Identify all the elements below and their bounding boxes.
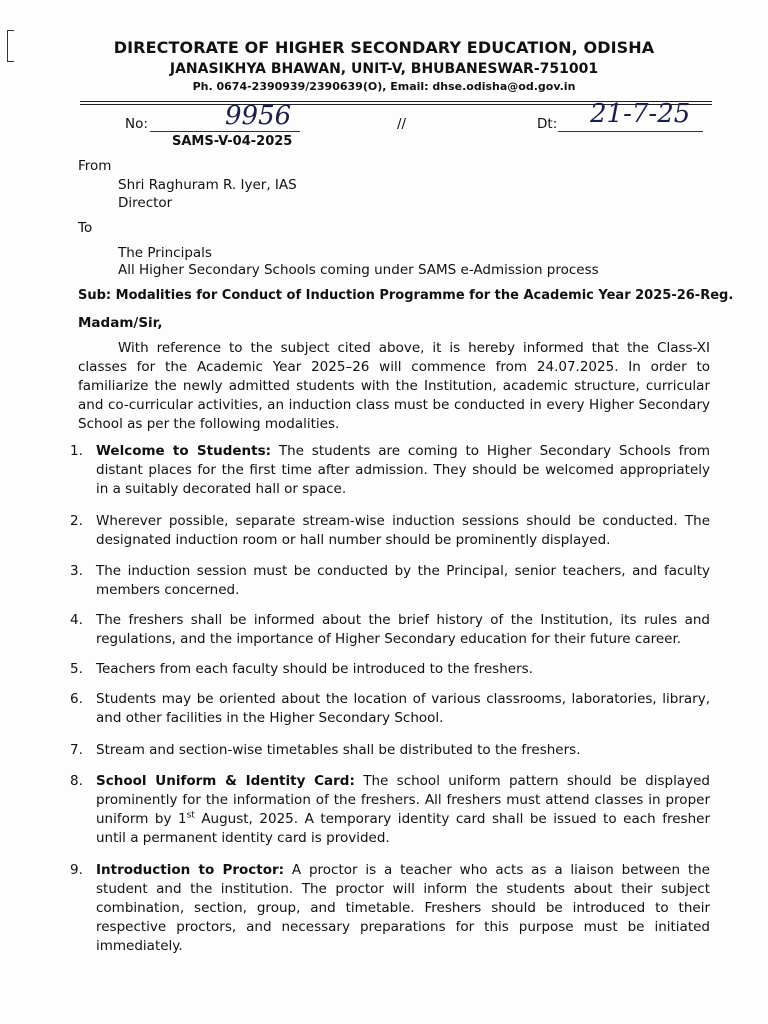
ref-no-underline bbox=[150, 131, 300, 132]
recipient-line-1: The Principals bbox=[118, 245, 212, 261]
ref-separator: // bbox=[397, 116, 407, 132]
item-text: The freshers shall be informed about the brief history of the Institution, its rules and regulations, and the importance of Higher Secondary education for their future career. bbox=[96, 612, 710, 647]
item-text: The induction session must be conducted by the Principal, senior teachers, and faculty members concerned. bbox=[96, 563, 710, 598]
recipient-line-2: All Higher Secondary Schools coming under SAMS e-Admission process bbox=[118, 262, 599, 278]
item-number: 7. bbox=[70, 742, 83, 758]
date-underline bbox=[558, 131, 703, 132]
item-heading: School Uniform & Identity Card: bbox=[96, 773, 355, 789]
letterhead-address: JANASIKHYA BHAWAN, UNIT-V, BHUBANESWAR-751001 bbox=[169, 61, 599, 77]
date-handwritten: 21-7-25 bbox=[590, 99, 691, 129]
item-number: 5. bbox=[70, 661, 83, 677]
salutation: Madam/Sir, bbox=[78, 315, 163, 331]
item-number: 3. bbox=[70, 563, 83, 579]
ref-no-label: No: bbox=[125, 116, 148, 132]
item-number: 8. bbox=[70, 773, 83, 789]
item-number: 6. bbox=[70, 691, 83, 707]
letterhead-contact: Ph. 0674-2390939/2390639(O), Email: dhse.odisha@od.gov.in bbox=[192, 80, 576, 93]
item-text: Introduction to Proctor: A proctor is a teacher who acts as a liaison between the student and the institution. The proctor will inform the students about their subject combination, section, group, and timetable. Freshers should be introduced to their respective proctors, and necessary preparations for this purpose must be initiated immediately. bbox=[96, 862, 710, 954]
item-heading: Introduction to Proctor: bbox=[96, 862, 285, 878]
ref-no-handwritten: 9956 bbox=[225, 101, 292, 131]
subject-line: Sub: Modalities for Conduct of Induction Programme for the Academic Year 2025-26-Reg. bbox=[78, 288, 734, 303]
letterhead-org: DIRECTORATE OF HIGHER SECONDARY EDUCATION, ODISHA bbox=[113, 38, 655, 57]
item-text: Wherever possible, separate stream-wise induction sessions should be conducted. The designated induction room or hall number should be prominently displayed. bbox=[96, 513, 710, 548]
date-label: Dt: bbox=[537, 116, 558, 132]
item-number: 4. bbox=[70, 612, 83, 628]
to-label: To bbox=[78, 220, 93, 236]
intro-paragraph: With reference to the subject cited above, it is hereby informed that the Class-XI classes for the Academic Year 2025–26 will commence from 24.07.2025. In order to familiarize the newly admitted students with the Institution, academic structure, curricular and co-curricular activities, an induction class must be conducted in every Higher Secondary School as per the following modalities. bbox=[78, 340, 710, 432]
item-text: Teachers from each faculty should be introduced to the freshers. bbox=[96, 661, 533, 677]
sender-designation: Director bbox=[118, 195, 173, 211]
item-heading: Welcome to Students: bbox=[96, 443, 272, 459]
from-label: From bbox=[78, 158, 112, 174]
sender-name: Shri Raghuram R. Iyer, IAS bbox=[118, 177, 297, 193]
letter-code: SAMS-V-04-2025 bbox=[172, 134, 293, 149]
item-number: 1. bbox=[70, 443, 83, 459]
item-text: Welcome to Students: The students are coming to Higher Secondary Schools from distant places for the first time after admission. They should be welcomed appropriately in a suitably decorated hall or space. bbox=[96, 443, 710, 497]
item-text: Stream and section-wise timetables shall be distributed to the freshers. bbox=[96, 742, 581, 758]
item-number: 9. bbox=[70, 862, 83, 878]
item-text: Students may be oriented about the location of various classrooms, laboratories, library, and other facilities in the Higher Secondary School. bbox=[96, 691, 710, 726]
item-number: 2. bbox=[70, 513, 83, 529]
item-text: School Uniform & Identity Card: The school uniform pattern should be displayed prominently for the information of the freshers. All freshers must attend classes in proper uniform by 1st August, 2025. A temporary identity card shall be issued to each fresher until a permanent identity card is provided. bbox=[96, 773, 710, 846]
